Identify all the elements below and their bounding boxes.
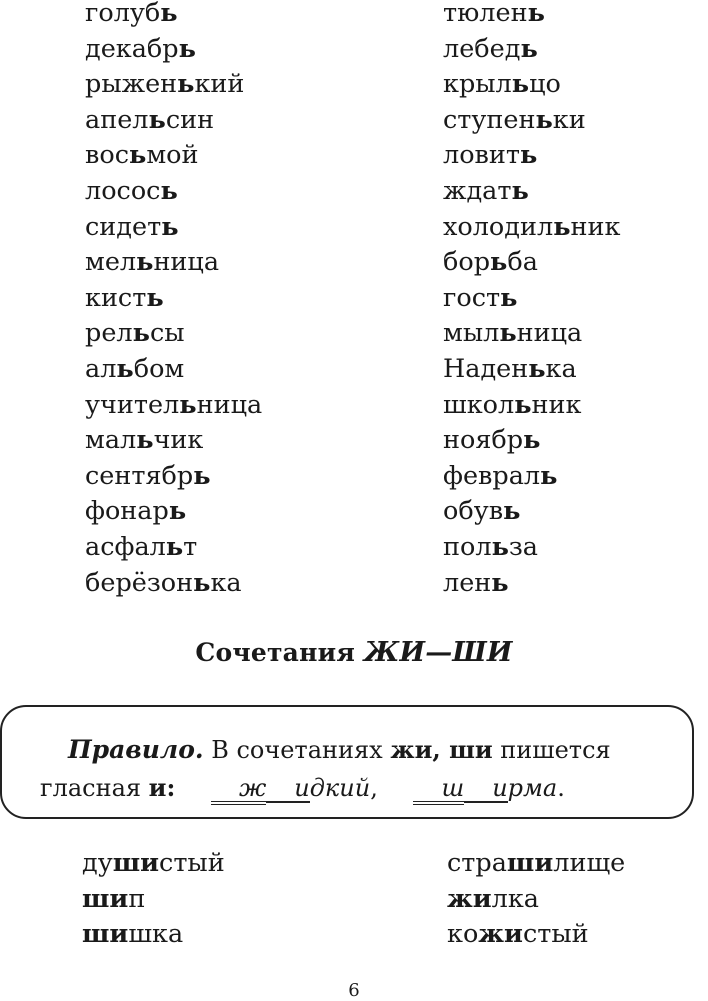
word-item: душистый	[82, 848, 225, 878]
word-item: берёзонька	[85, 567, 242, 598]
word-item: ноябрь	[443, 425, 541, 456]
rule-label: Правило.	[68, 735, 204, 764]
word-item: голубь	[85, 0, 178, 28]
word-item: рыженький	[85, 69, 245, 100]
word-item: февраль	[443, 460, 558, 491]
word-item: ловить	[443, 140, 538, 171]
rule-text: Правило. В сочетаниях жи, ши пишется гласная и: ж идкий, ш ирма.	[40, 731, 680, 807]
word-item: асфальт	[85, 531, 198, 562]
word-item: декабрь	[85, 33, 196, 64]
word-item: Наденька	[443, 353, 577, 384]
section-title	[0, 637, 708, 668]
word-item: борьба	[443, 247, 538, 278]
word-item: сентябрь	[85, 460, 211, 491]
word-item: ступеньки	[443, 104, 586, 135]
page-number: 6	[348, 980, 360, 1001]
word-item: альбом	[85, 353, 185, 384]
zhi-shi-words-left	[82, 846, 225, 953]
word-item: кожистый	[447, 919, 589, 949]
word-item: тюлень	[443, 0, 545, 28]
word-item: крыльцо	[443, 69, 561, 100]
word-item: фонарь	[85, 496, 187, 527]
rule-combos: жи, ши	[390, 735, 493, 764]
section-title-prefix: Сочетания	[195, 638, 355, 667]
word-item: лосось	[85, 175, 178, 206]
rule-example-shirma: ш ирма	[385, 770, 557, 807]
word-item: лень	[443, 567, 509, 598]
word-item: холодильник	[443, 211, 621, 242]
word-item: апельсин	[85, 104, 215, 135]
word-item: страшилище	[447, 848, 626, 878]
soft-sign-words-right	[443, 0, 620, 601]
word-item: школьник	[443, 389, 582, 420]
rule-box	[0, 705, 694, 819]
word-item: мыльница	[443, 318, 583, 349]
word-item: гость	[443, 282, 518, 313]
word-item: жилка	[447, 883, 540, 914]
word-item: кисть	[85, 282, 164, 313]
word-item: шишка	[82, 919, 184, 949]
word-item: лебедь	[443, 33, 538, 64]
word-item: шип	[82, 883, 146, 914]
soft-sign-words-left	[85, 0, 262, 601]
word-item: мальчик	[85, 425, 204, 456]
section-title-combo: ЖИ—ШИ	[363, 637, 513, 668]
word-item: мельница	[85, 247, 220, 278]
word-item: рельсы	[85, 318, 185, 349]
word-item: польза	[443, 531, 538, 562]
word-item: восьмой	[85, 140, 199, 171]
word-item: учительница	[85, 389, 263, 420]
word-item: обувь	[443, 496, 521, 527]
rule-example-zhidkiy: ж идкий	[183, 770, 370, 807]
word-item: сидеть	[85, 211, 179, 242]
rule-vowel: и:	[148, 773, 176, 802]
word-item: ждать	[443, 175, 529, 206]
zhi-shi-words-right	[447, 846, 625, 953]
